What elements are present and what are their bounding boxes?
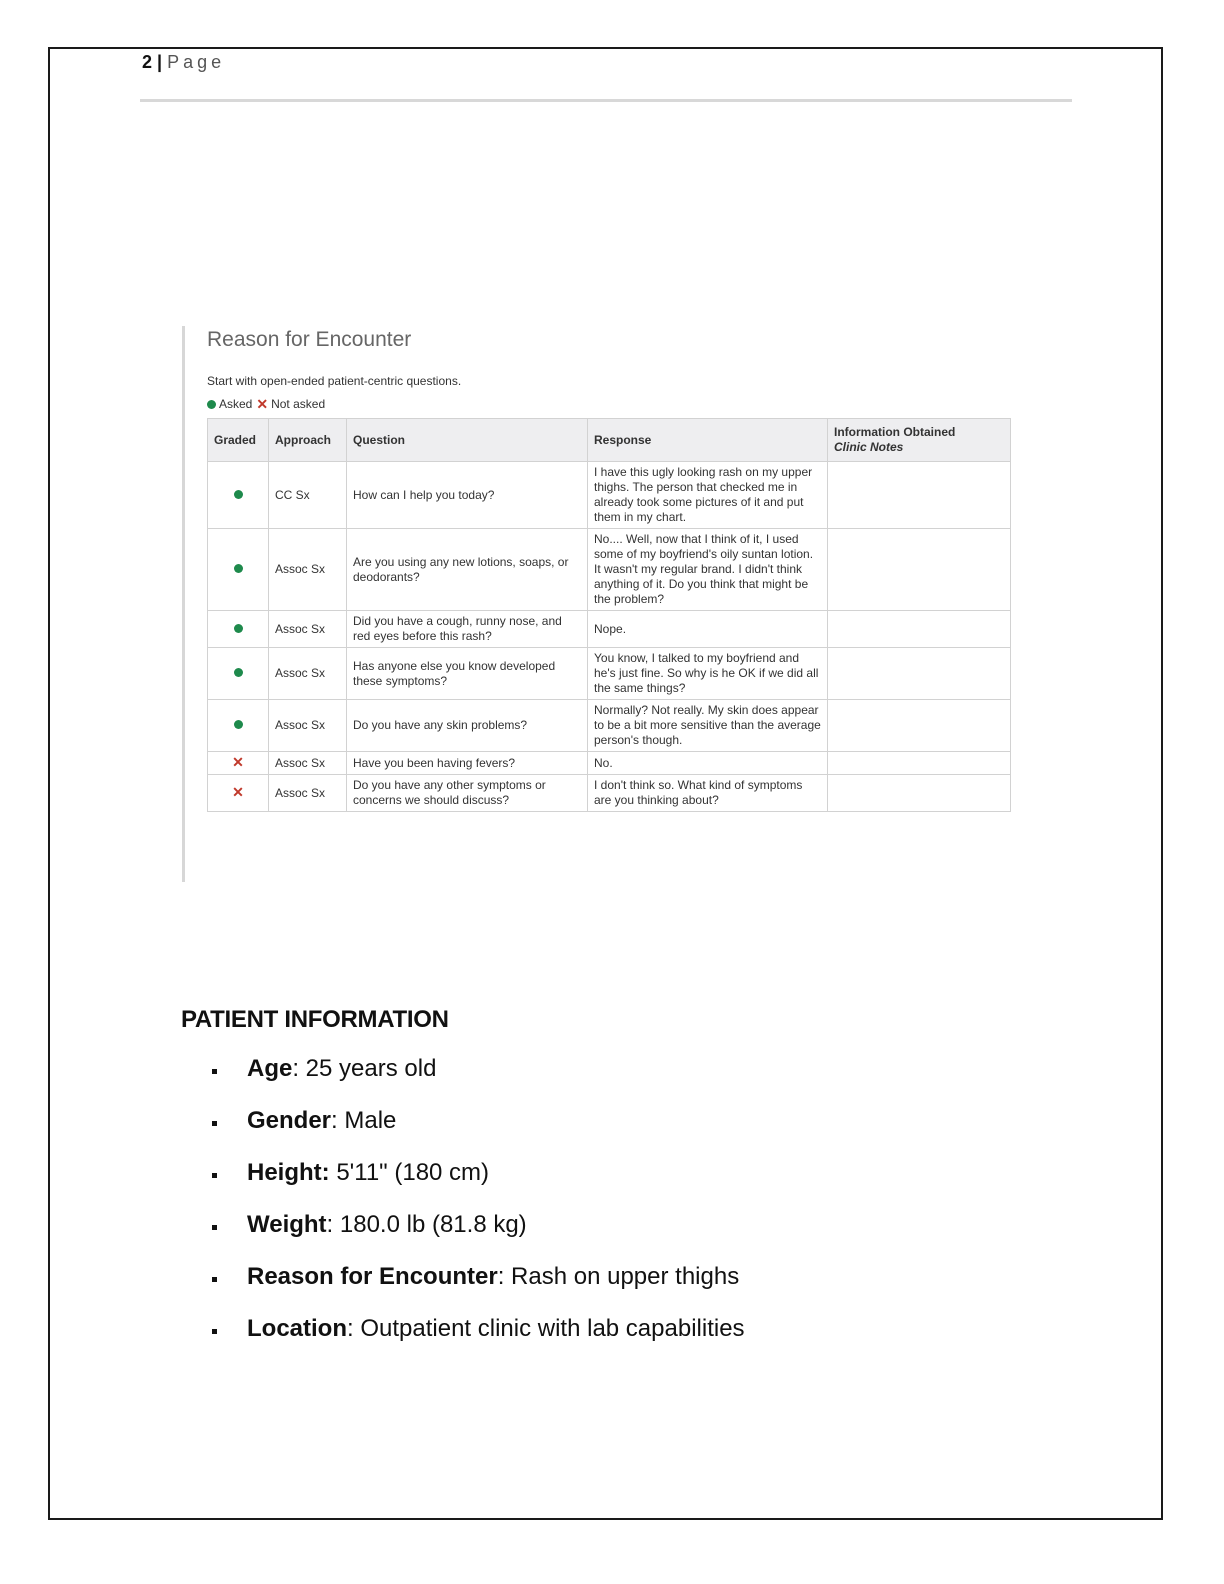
patient-info-text bbox=[247, 1315, 745, 1343]
patient-info-separator: : bbox=[347, 1315, 354, 1342]
patient-info-label: Location bbox=[247, 1315, 347, 1342]
not-asked-x-icon: ✕ bbox=[256, 396, 269, 412]
asked-dot-icon bbox=[234, 668, 243, 677]
page-separator: | bbox=[157, 52, 163, 72]
clinic-notes-cell bbox=[828, 700, 1011, 752]
graded-cell bbox=[208, 529, 269, 611]
col-graded: Graded bbox=[208, 419, 269, 462]
encounter-table bbox=[207, 418, 1011, 812]
legend-not-asked: Not asked bbox=[271, 397, 326, 411]
legend bbox=[207, 397, 325, 411]
clinic-notes-cell bbox=[828, 752, 1011, 775]
question-cell: Have you been having fevers? bbox=[347, 752, 588, 775]
response-cell: I don't think so. What kind of symptoms are you thinking about? bbox=[588, 775, 828, 812]
response-cell: Normally? Not really. My skin does appear to be a bit more sensitive than the average person's though. bbox=[588, 700, 828, 752]
patient-info-text bbox=[247, 1211, 527, 1239]
panel-subtitle: Start with open-ended patient-centric questions. bbox=[207, 374, 462, 388]
approach-cell: Assoc Sx bbox=[269, 700, 347, 752]
table-row bbox=[208, 700, 1011, 752]
question-cell: Has anyone else you know developed these symptoms? bbox=[347, 648, 588, 700]
bullet-icon bbox=[212, 1225, 217, 1230]
panel-title: Reason for Encounter bbox=[207, 328, 412, 351]
patient-info-value: 25 years old bbox=[299, 1055, 437, 1082]
approach-cell: Assoc Sx bbox=[269, 611, 347, 648]
page-header bbox=[142, 52, 225, 73]
col-response: Response bbox=[588, 419, 828, 462]
patient-info-text bbox=[247, 1159, 489, 1187]
question-cell: Do you have any skin problems? bbox=[347, 700, 588, 752]
bullet-icon bbox=[212, 1277, 217, 1282]
col-approach: Approach bbox=[269, 419, 347, 462]
clinic-notes-cell bbox=[828, 611, 1011, 648]
patient-info-value: 5'11" (180 cm) bbox=[329, 1159, 490, 1186]
patient-info-item bbox=[208, 1055, 745, 1107]
graded-cell bbox=[208, 775, 269, 812]
table-row bbox=[208, 648, 1011, 700]
patient-info-label: Age bbox=[247, 1055, 293, 1082]
encounter-panel bbox=[182, 326, 1012, 882]
patient-info-text bbox=[247, 1263, 739, 1291]
graded-cell bbox=[208, 648, 269, 700]
response-cell: No. bbox=[588, 752, 828, 775]
asked-dot-icon bbox=[234, 564, 243, 573]
asked-dot-icon bbox=[234, 624, 243, 633]
graded-cell bbox=[208, 462, 269, 529]
patient-info-item bbox=[208, 1159, 745, 1211]
legend-asked: Asked bbox=[219, 397, 253, 411]
table-row bbox=[208, 611, 1011, 648]
asked-dot-icon bbox=[207, 400, 216, 409]
table-header-row bbox=[208, 419, 1011, 462]
response-cell: Nope. bbox=[588, 611, 828, 648]
patient-info-heading: PATIENT INFORMATION bbox=[181, 1006, 449, 1033]
clinic-notes-cell bbox=[828, 648, 1011, 700]
question-cell: How can I help you today? bbox=[347, 462, 588, 529]
header-divider bbox=[140, 99, 1072, 102]
bullet-icon bbox=[212, 1069, 217, 1074]
patient-info-separator: : bbox=[292, 1055, 300, 1082]
graded-cell bbox=[208, 752, 269, 775]
patient-info-label: Reason for Encounter bbox=[247, 1263, 498, 1290]
page-number: 2 bbox=[142, 52, 153, 72]
not-asked-x-icon: ✕ bbox=[232, 754, 244, 770]
table-row bbox=[208, 775, 1011, 812]
patient-info-item bbox=[208, 1211, 745, 1263]
approach-cell: Assoc Sx bbox=[269, 752, 347, 775]
page-word: Page bbox=[167, 52, 226, 72]
question-cell: Are you using any new lotions, soaps, or deodorants? bbox=[347, 529, 588, 611]
graded-cell bbox=[208, 700, 269, 752]
question-cell: Do you have any other symptoms or concerns we should discuss? bbox=[347, 775, 588, 812]
approach-cell: Assoc Sx bbox=[269, 648, 347, 700]
question-cell: Did you have a cough, runny nose, and red eyes before this rash? bbox=[347, 611, 588, 648]
col-question: Question bbox=[347, 419, 588, 462]
asked-dot-icon bbox=[234, 490, 243, 499]
clinic-notes-cell bbox=[828, 462, 1011, 529]
patient-info-value: Male bbox=[337, 1107, 397, 1134]
patient-info-item bbox=[208, 1315, 745, 1367]
patient-info-text bbox=[247, 1107, 396, 1135]
patient-info-label: Weight bbox=[247, 1211, 327, 1238]
patient-info-separator: : bbox=[326, 1211, 334, 1238]
patient-info-value: Outpatient clinic with lab capabilities bbox=[353, 1315, 745, 1342]
approach-cell: Assoc Sx bbox=[269, 775, 347, 812]
response-cell: I have this ugly looking rash on my upper thighs. The person that checked me in already took some pictures of it and put them in my chart. bbox=[588, 462, 828, 529]
graded-cell bbox=[208, 611, 269, 648]
clinic-notes-cell bbox=[828, 529, 1011, 611]
col-information bbox=[828, 419, 1011, 462]
clinic-notes-cell bbox=[828, 775, 1011, 812]
patient-info-separator: : bbox=[497, 1263, 505, 1290]
table-row bbox=[208, 752, 1011, 775]
patient-info-label: Gender bbox=[247, 1107, 332, 1134]
col-information-subtitle: Clinic Notes bbox=[834, 440, 904, 454]
not-asked-x-icon: ✕ bbox=[232, 784, 244, 800]
response-cell: No.... Well, now that I think of it, I used some of my boyfriend's oily suntan lotion. It wasn't my regular brand. I didn't think anything of it. Do you think that might be the problem? bbox=[588, 529, 828, 611]
patient-info-list bbox=[208, 1055, 745, 1367]
bullet-icon bbox=[212, 1173, 217, 1178]
table-row bbox=[208, 529, 1011, 611]
approach-cell: Assoc Sx bbox=[269, 529, 347, 611]
col-information-title: Information Obtained bbox=[834, 425, 956, 439]
patient-info-value: Rash on upper thighs bbox=[504, 1263, 740, 1290]
patient-info-separator: : bbox=[331, 1107, 338, 1134]
approach-cell: CC Sx bbox=[269, 462, 347, 529]
patient-info-item bbox=[208, 1107, 745, 1159]
patient-info-value: 180.0 lb (81.8 kg) bbox=[333, 1211, 527, 1238]
patient-info-label: Height: bbox=[247, 1159, 330, 1186]
patient-info-item bbox=[208, 1263, 745, 1315]
asked-dot-icon bbox=[234, 720, 243, 729]
response-cell: You know, I talked to my boyfriend and he's just fine. So why is he OK if we did all the same things? bbox=[588, 648, 828, 700]
bullet-icon bbox=[212, 1121, 217, 1126]
patient-info-text bbox=[247, 1055, 436, 1083]
table-row bbox=[208, 462, 1011, 529]
bullet-icon bbox=[212, 1329, 217, 1334]
